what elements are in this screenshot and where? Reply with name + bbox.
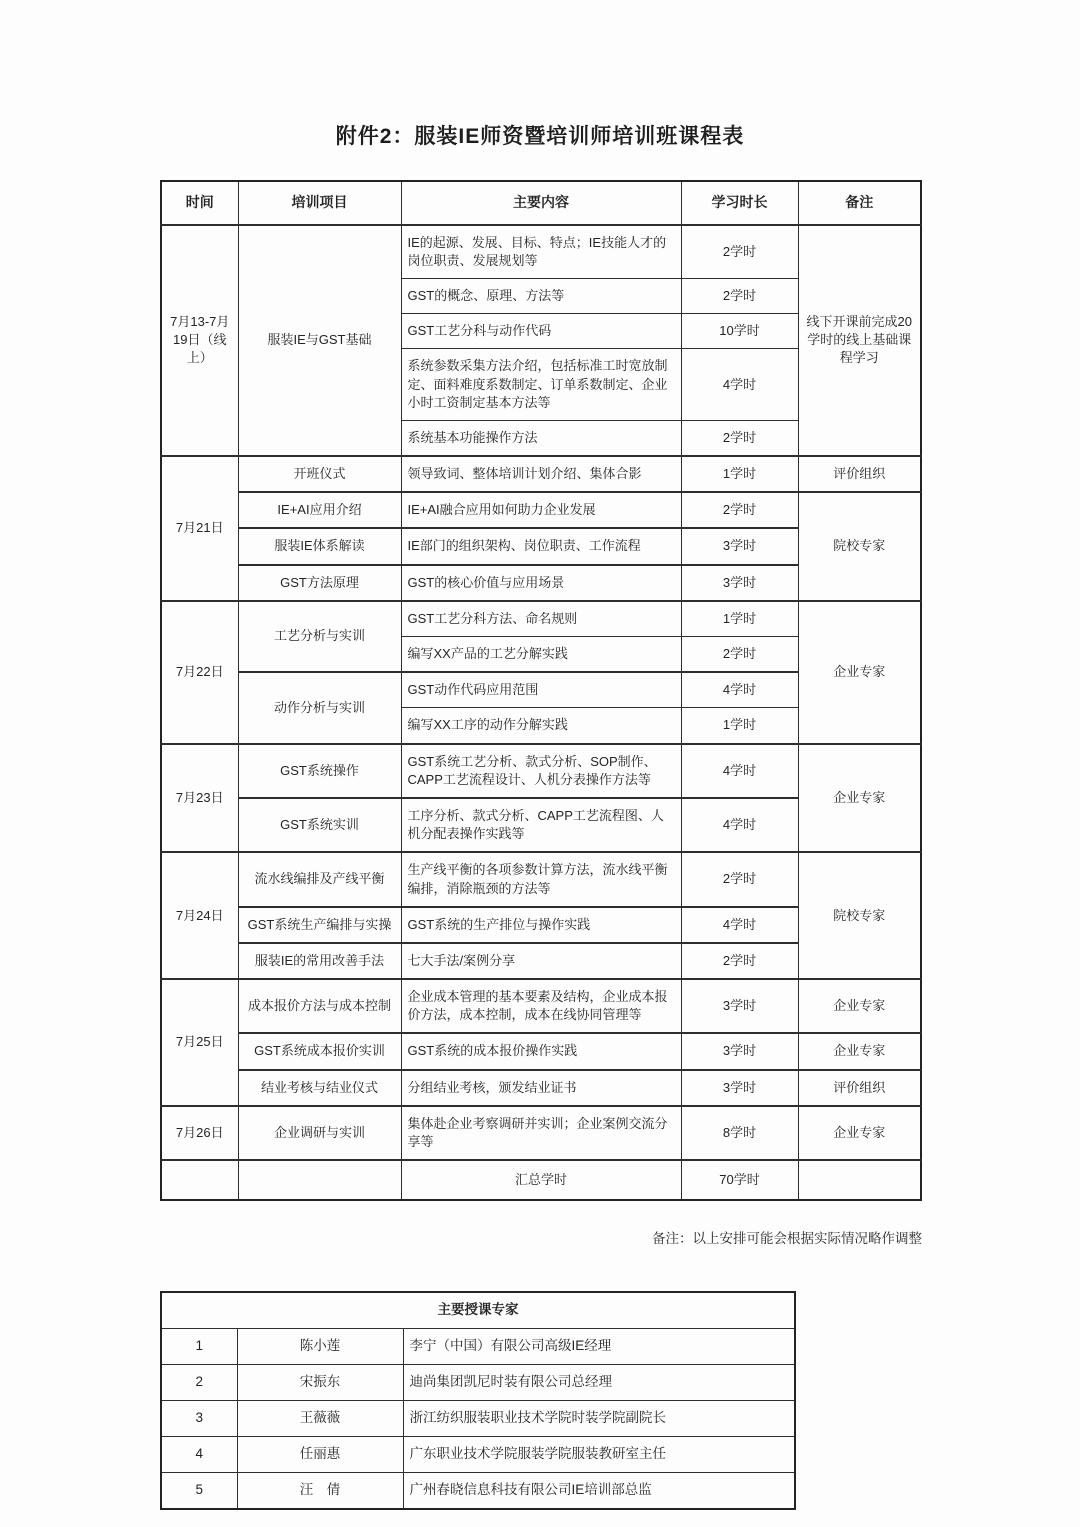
schedule-table-head [161,181,921,225]
schedule-row [161,1070,921,1106]
schedule-column-header-3: 学习时长 [681,181,798,225]
schedule-content-cell: 编写XX工序的动作分解实践 [401,708,681,744]
page-title: 附件2：服装IE师资暨培训师培训班课程表 [335,125,745,148]
schedule-total-empty-note-cell [798,1160,921,1200]
schedule-content-cell: 企业成本管理的基本要素及结构，企业成本报价方法，成本控制，成本在线协同管理等 [401,979,681,1033]
schedule-note-cell: 线下开课前完成20学时的线上基础课程学习 [798,225,921,457]
schedule-project-cell: 流水线编排及产线平衡 [238,852,401,906]
schedule-hours-cell: 3学时 [681,528,798,564]
schedule-content-cell: 领导致词、整体培训计划介绍、集体合影 [401,456,681,492]
schedule-project-cell: 成本报价方法与成本控制 [238,979,401,1033]
schedule-hours-cell: 2学时 [681,420,798,456]
schedule-hours-cell: 10学时 [681,314,798,349]
schedule-hours-cell: 1学时 [681,601,798,637]
schedule-note-cell: 企业专家 [798,1033,921,1069]
schedule-column-header-0: 时间 [161,181,238,225]
schedule-project-cell: GST系统操作 [238,744,401,798]
expert-number-cell: 3 [161,1401,237,1437]
schedule-date-cell: 7月23日 [161,744,238,853]
schedule-table-body [161,225,921,1201]
experts-table [160,1291,796,1509]
schedule-column-header-4: 备注 [798,181,921,225]
expert-number-cell: 2 [161,1365,237,1401]
schedule-project-cell: 开班仪式 [238,456,401,492]
schedule-content-cell: 分组结业考核，颁发结业证书 [401,1070,681,1106]
schedule-content-cell: GST的核心价值与应用场景 [401,565,681,601]
schedule-content-cell: GST系统的成本报价操作实践 [401,1033,681,1069]
schedule-row [161,1033,921,1069]
schedule-table [160,180,922,1201]
schedule-content-cell: GST动作代码应用范围 [401,672,681,708]
schedule-hours-cell: 3学时 [681,565,798,601]
schedule-date-cell: 7月21日 [161,456,238,601]
schedule-hours-cell: 4学时 [681,798,798,852]
schedule-note-cell: 企业专家 [798,744,921,853]
schedule-hours-cell: 2学时 [681,225,798,279]
expert-name-cell: 王薇薇 [237,1401,403,1437]
expert-desc-cell: 浙江纺织服装职业技术学院时装学院副院长 [403,1401,795,1437]
expert-name-cell: 宋振东 [237,1365,403,1401]
schedule-project-cell: IE+AI应用介绍 [238,492,401,528]
schedule-note-cell: 评价组织 [798,1070,921,1106]
schedule-row [161,456,921,492]
expert-row [161,1436,795,1472]
schedule-date-cell: 7月25日 [161,979,238,1106]
schedule-footnote: 备注：以上安排可能会根据实际情况略作调整 [652,1231,922,1247]
schedule-note-cell: 企业专家 [798,979,921,1033]
schedule-content-cell: IE的起源、发展、目标、特点；IE技能人才的岗位职责、发展规划等 [401,225,681,279]
expert-row [161,1472,795,1508]
expert-number-cell: 4 [161,1436,237,1472]
schedule-date-cell: 7月22日 [161,601,238,744]
schedule-hours-cell: 1学时 [681,708,798,744]
expert-row [161,1329,795,1365]
schedule-content-cell: GST的概念、原理、方法等 [401,278,681,313]
schedule-date-cell: 7月26日 [161,1106,238,1160]
schedule-content-cell: 编写XX产品的工艺分解实践 [401,637,681,673]
schedule-hours-cell: 4学时 [681,349,798,421]
schedule-content-cell: 七大手法/案例分享 [401,943,681,979]
schedule-row [161,225,921,279]
schedule-project-cell: GST系统实训 [238,798,401,852]
schedule-content-cell: GST工艺分科与动作代码 [401,314,681,349]
schedule-date-cell: 7月24日 [161,852,238,979]
schedule-hours-cell: 3学时 [681,1033,798,1069]
schedule-project-cell: 服装IE体系解读 [238,528,401,564]
schedule-content-cell: GST系统的生产排位与操作实践 [401,907,681,943]
expert-desc-cell: 广州春晓信息科技有限公司IE培训部总监 [403,1472,795,1508]
schedule-content-cell: 系统基本功能操作方法 [401,420,681,456]
schedule-project-cell: GST方法原理 [238,565,401,601]
schedule-total-row [161,1160,921,1200]
expert-row [161,1365,795,1401]
schedule-content-cell: GST系统工艺分析、款式分析、SOP制作、CAPP工艺流程设计、人机分表操作方法等 [401,744,681,798]
experts-table-head [161,1292,795,1328]
schedule-hours-cell: 2学时 [681,943,798,979]
schedule-row [161,979,921,1033]
schedule-row [161,744,921,798]
experts-table-title: 主要授课专家 [161,1292,795,1328]
schedule-note-cell: 评价组织 [798,456,921,492]
schedule-row [161,852,921,906]
schedule-project-cell: 服装IE的常用改善手法 [238,943,401,979]
schedule-row [161,492,921,528]
schedule-project-cell: GST系统生产编排与实操 [238,907,401,943]
schedule-note-cell: 院校专家 [798,492,921,601]
schedule-header-row [161,181,921,225]
schedule-hours-cell: 4学时 [681,744,798,798]
schedule-hours-cell: 1学时 [681,456,798,492]
expert-desc-cell: 迪尚集团凯尼时装有限公司总经理 [403,1365,795,1401]
schedule-note-cell: 院校专家 [798,852,921,979]
experts-title-row [161,1292,795,1328]
schedule-row [161,1106,921,1160]
expert-desc-cell: 广东职业技术学院服装学院服装教研室主任 [403,1436,795,1472]
expert-name-cell: 陈小莲 [237,1329,403,1365]
schedule-total-empty-project-cell [238,1160,401,1200]
schedule-date-cell: 7月13-7月19日（线上） [161,225,238,457]
schedule-hours-cell: 4学时 [681,907,798,943]
schedule-content-cell: IE+AI融合应用如何助力企业发展 [401,492,681,528]
schedule-hours-cell: 3学时 [681,1070,798,1106]
schedule-project-cell: 结业考核与结业仪式 [238,1070,401,1106]
expert-desc-cell: 李宁（中国）有限公司高级IE经理 [403,1329,795,1365]
expert-name-cell: 汪 倩 [237,1472,403,1508]
schedule-hours-cell: 4学时 [681,672,798,708]
expert-name-cell: 任丽惠 [237,1436,403,1472]
expert-row [161,1401,795,1437]
schedule-content-cell: IE部门的组织架构、岗位职责、工作流程 [401,528,681,564]
schedule-hours-cell: 2学时 [681,492,798,528]
expert-number-cell: 1 [161,1329,237,1365]
schedule-hours-cell: 3学时 [681,979,798,1033]
schedule-total-hours-cell: 70学时 [681,1160,798,1200]
schedule-column-header-1: 培训项目 [238,181,401,225]
schedule-total-label-cell: 汇总学时 [401,1160,681,1200]
schedule-project-cell: 企业调研与实训 [238,1106,401,1160]
schedule-hours-cell: 2学时 [681,852,798,906]
schedule-column-header-2: 主要内容 [401,181,681,225]
schedule-note-cell: 企业专家 [798,601,921,744]
schedule-content-cell: GST工艺分科方法、命名规则 [401,601,681,637]
schedule-total-empty-date-cell [161,1160,238,1200]
schedule-project-cell: 服装IE与GST基础 [238,225,401,457]
schedule-content-cell: 集体赴企业考察调研并实训；企业案例交流分享等 [401,1106,681,1160]
schedule-content-cell: 系统参数采集方法介绍，包括标准工时宽放制定、面料难度系数制定、订单系数制定、企业小时工资制定基本方法等 [401,349,681,421]
expert-number-cell: 5 [161,1472,237,1508]
schedule-hours-cell: 2学时 [681,278,798,313]
schedule-hours-cell: 8学时 [681,1106,798,1160]
schedule-content-cell: 生产线平衡的各项参数计算方法，流水线平衡编排，消除瓶颈的方法等 [401,852,681,906]
experts-table-body [161,1329,795,1509]
schedule-hours-cell: 2学时 [681,637,798,673]
schedule-content-cell: 工序分析、款式分析、CAPP工艺流程图、人机分配表操作实践等 [401,798,681,852]
schedule-project-cell: 动作分析与实训 [238,672,401,743]
schedule-note-cell: 企业专家 [798,1106,921,1160]
schedule-project-cell: 工艺分析与实训 [238,601,401,672]
schedule-project-cell: GST系统成本报价实训 [238,1033,401,1069]
schedule-row [161,601,921,637]
